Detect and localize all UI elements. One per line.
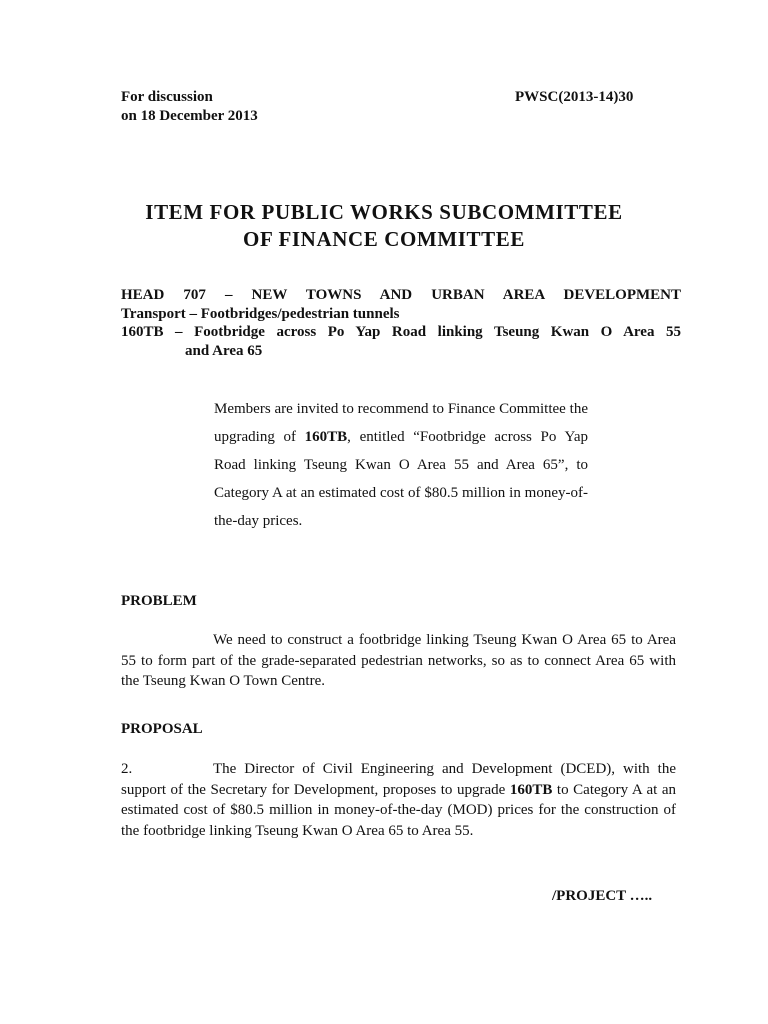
problem-heading: PROBLEM (121, 593, 197, 609)
continuation-marker: /PROJECT ….. (552, 888, 653, 904)
recommendation-project-code: 160TB (304, 429, 348, 445)
head-line: HEAD 707 – NEW TOWNS AND URBAN AREA DEVELOPMENT (121, 287, 681, 303)
problem-paragraph (121, 630, 676, 692)
document-title (0, 199, 768, 253)
problem-text: We need to construct a footbridge linking Tseung Kwan O Area 65 to Area 55 to form part of the grade-separated pedestrian networks, so as to connect Area 65 with the Tseung Kwan O Town Centre. (121, 632, 676, 689)
title-line-1: ITEM FOR PUBLIC WORKS SUBCOMMITTEE (145, 200, 623, 224)
paper-reference: PWSC(2013-14)30 (515, 89, 634, 105)
project-line: 160TB – Footbridge across Po Yap Road linking Tseung Kwan O Area 55 (121, 324, 681, 340)
proposal-project-code: 160TB (509, 781, 553, 798)
proposal-text-before: The Director of Civil Engineering and Development (DCED), with the support of the Secretary for Development, proposes to upgrade (121, 761, 676, 798)
recommendation-text-before: Members are invited to recommend to Finance Committee the upgrading of (214, 401, 588, 445)
proposal-text-after: to Category A at an estimated cost of $80.5 million in money-of-the-day (MOD) prices for the construction of the footbridge linking Tseung Kwan O Area 65 to Area 55. (121, 781, 676, 839)
subhead-line: Transport – Footbridges/pedestrian tunnels (121, 305, 400, 322)
recommendation-paragraph (214, 395, 588, 535)
head-block (121, 286, 681, 360)
proposal-heading: PROPOSAL (121, 721, 203, 737)
title-line-2: OF FINANCE COMMITTEE (243, 227, 525, 251)
project-line-continued: and Area 65 (185, 342, 263, 359)
meeting-date: on 18 December 2013 (121, 108, 258, 124)
proposal-paragraph (121, 759, 676, 841)
recommendation-text-after: , entitled “Footbridge across Po Yap Road linking Tseung Kwan O Area 55 and Area 65”, to Category A at an estimated cost of $80.5 million in money-of-the-day prices. (214, 429, 588, 529)
paragraph-number: 2. (121, 761, 133, 777)
discussion-label: For discussion (121, 89, 213, 105)
